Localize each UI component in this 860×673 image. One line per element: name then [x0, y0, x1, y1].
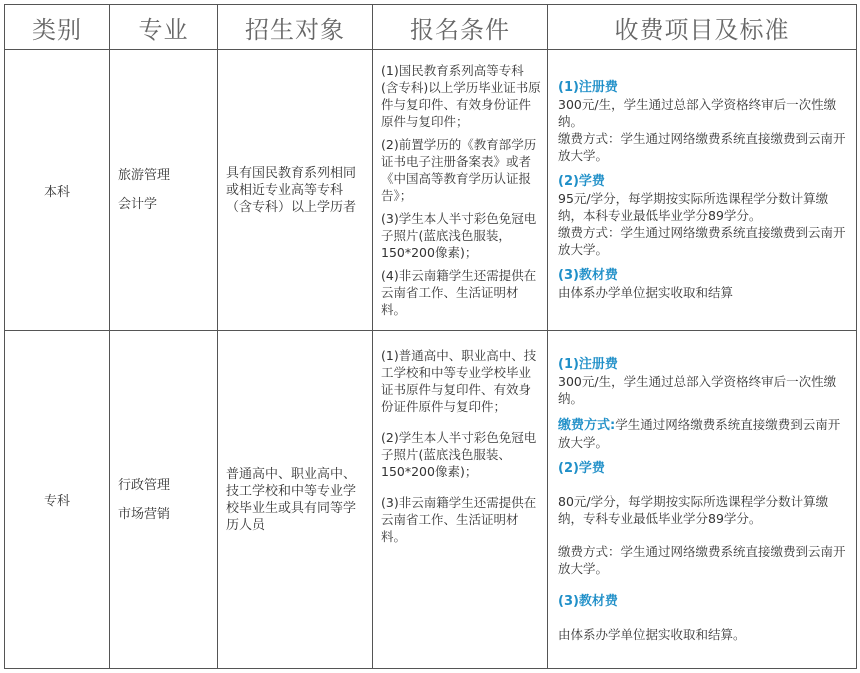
- condition-item: (3)学生本人半寸彩色免冠电子照片(蓝底浅色服装，150*200像素)；: [381, 211, 537, 260]
- payment-text: 学生通过网络缴费系统直接缴费到云南开放大学。: [558, 417, 841, 450]
- header-conditions: 报名条件: [373, 5, 548, 50]
- fee-table: [4, 4, 857, 669]
- fees-cell: [548, 50, 857, 331]
- fee-text: 300元/生，学生通过总部入学资格终审后一次性缴纳。: [558, 97, 837, 129]
- conditions-cell: [373, 50, 548, 331]
- major-item: 市场营销: [118, 506, 171, 522]
- condition-item: (1)国民教育系列高等专科(含专科)以上学历毕业证书原件与复印件、有效身份证件原件与复印件；: [381, 63, 541, 129]
- condition-item: (2)学生本人半寸彩色免冠电子照片(蓝底浅色服装、150*200像素)；: [381, 430, 537, 479]
- fee-heading-textbook: (3)教材费: [558, 594, 618, 609]
- fee-heading-tuition: (2)学费: [558, 461, 605, 476]
- fee-text: 95元/学分，每学期按实际所选课程学分数计算缴纳，本科专业最低毕业学分89学分。: [558, 191, 829, 223]
- target-cell: 具有国民教育系列相同或相近专业高等专科（含专科）以上学历者: [218, 50, 373, 331]
- fee-text: 80元/学分，每学期按实际所选课程学分数计算缴纳，专科专业最低毕业学分89学分。: [558, 494, 829, 526]
- condition-item: (3)非云南籍学生还需提供在云南省工作、生活证明材料。: [381, 495, 537, 544]
- header-target: 招生对象: [218, 5, 373, 50]
- fee-heading-registration: (1)注册费: [558, 357, 618, 372]
- target-cell: 普通高中、职业高中、技工学校和中等专业学校毕业生或具有同等学历人员: [218, 331, 373, 669]
- category-cell: 本科: [5, 50, 110, 331]
- conditions-cell: [373, 331, 548, 669]
- majors-cell: [110, 50, 218, 331]
- condition-item: (2)前置学历的《教育部学历证书电子注册备案表》或者《中国高等教育学历认证报告》；: [381, 137, 537, 203]
- fee-text: 缴费方式：学生通过网络缴费系统直接缴费到云南开放大学。: [558, 225, 846, 257]
- table-row-associate: [5, 331, 857, 669]
- category-cell: 专科: [5, 331, 110, 669]
- fee-heading-textbook: (3)教材费: [558, 268, 618, 283]
- payment-label: 缴费方式:: [558, 418, 616, 433]
- condition-item: (4)非云南籍学生还需提供在云南省工作、生活证明材料。: [381, 268, 537, 317]
- fee-text: 缴费方式：学生通过网络缴费系统直接缴费到云南开放大学。: [558, 131, 846, 163]
- header-category: 类别: [5, 5, 110, 50]
- fee-text: 由体系办学单位据实收取和结算: [558, 285, 734, 300]
- major-item: 会计学: [118, 197, 158, 212]
- major-item: 旅游管理: [118, 168, 171, 183]
- fee-heading-tuition: (2)学费: [558, 174, 605, 189]
- header-major: 专业: [110, 5, 218, 50]
- header-fees: 收费项目及标准: [548, 5, 857, 50]
- condition-item: (1)普通高中、职业高中、技工学校和中等专业学校毕业证书原件与复印件、有效身份证件原件与复印件；: [381, 348, 537, 414]
- fee-text: 300元/生，学生通过总部入学资格终审后一次性缴纳。: [558, 374, 837, 406]
- fee-heading-registration: (1)注册费: [558, 80, 618, 95]
- major-item: 行政管理: [118, 477, 171, 493]
- fees-cell: [548, 331, 857, 669]
- header-row: [5, 5, 857, 50]
- fee-text: 由体系办学单位据实收取和结算。: [558, 627, 746, 642]
- majors-cell: [110, 331, 218, 669]
- fee-payment: [558, 416, 850, 451]
- fee-text: 缴费方式：学生通过网络缴费系统直接缴费到云南开放大学。: [558, 544, 846, 576]
- table-row-undergraduate: [5, 50, 857, 331]
